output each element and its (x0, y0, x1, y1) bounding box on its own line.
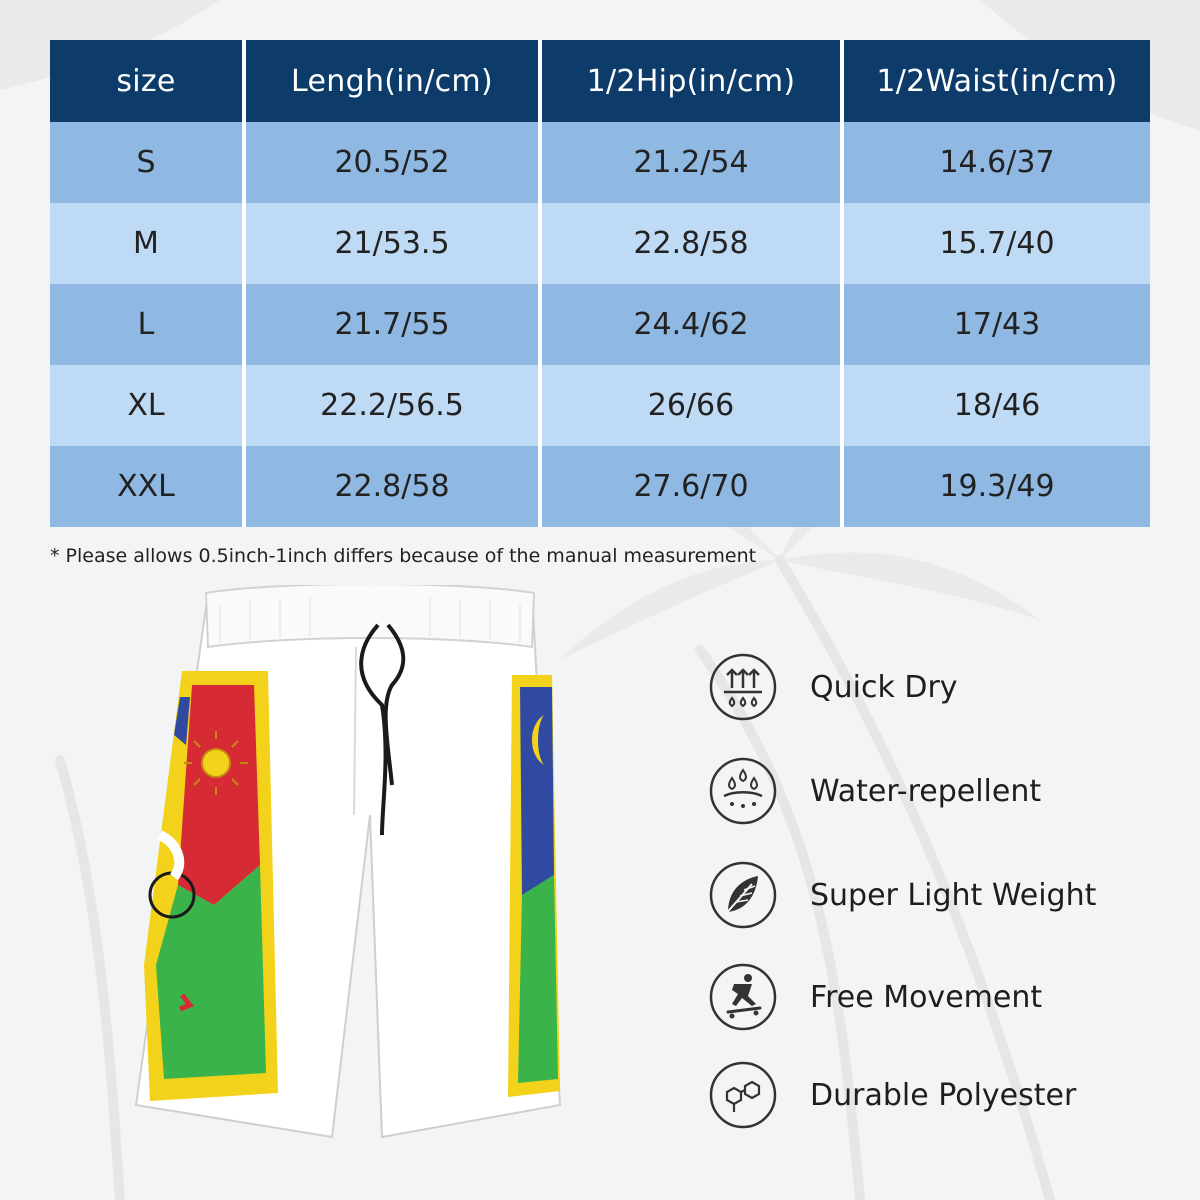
quick-dry-icon (708, 652, 778, 722)
hip-cell: 22.8/58 (540, 203, 842, 284)
size-cell: L (50, 284, 244, 365)
waist-cell: 15.7/40 (842, 203, 1150, 284)
feature-super-light-weight (708, 860, 1168, 930)
size-cell: S (50, 122, 244, 203)
feather-icon (708, 860, 778, 930)
size-chart-table (50, 40, 1150, 527)
table-row (50, 203, 1150, 284)
table-row (50, 122, 1150, 203)
length-cell: 22.2/56.5 (244, 365, 540, 446)
size-cell: XL (50, 365, 244, 446)
length-cell: 22.8/58 (244, 446, 540, 527)
length-cell: 21/53.5 (244, 203, 540, 284)
molecule-icon (708, 1060, 778, 1130)
hip-cell: 21.2/54 (540, 122, 842, 203)
table-row (50, 365, 1150, 446)
header-length: Lengh(in/cm) (244, 40, 540, 122)
board-shorts-image (120, 585, 580, 1145)
feature-durable-polyester (708, 1060, 1168, 1130)
size-cell: M (50, 203, 244, 284)
header-half-waist: 1/2Waist(in/cm) (842, 40, 1150, 122)
header-size: size (50, 40, 244, 122)
header-half-hip: 1/2Hip(in/cm) (540, 40, 842, 122)
hip-cell: 27.6/70 (540, 446, 842, 527)
table-row (50, 284, 1150, 365)
feature-free-movement (708, 962, 1168, 1032)
feature-quick-dry (708, 652, 1168, 722)
waist-cell: 14.6/37 (842, 122, 1150, 203)
length-cell: 20.5/52 (244, 122, 540, 203)
table-row (50, 446, 1150, 527)
feature-label: Quick Dry (810, 670, 958, 705)
right-flag-print (508, 675, 560, 1097)
measurement-note: * Please allows 0.5inch-1inch differs because of the manual measurement (50, 545, 757, 567)
water-repellent-icon (708, 756, 778, 826)
length-cell: 21.7/55 (244, 284, 540, 365)
feature-label: Durable Polyester (810, 1078, 1077, 1113)
waist-cell: 17/43 (842, 284, 1150, 365)
feature-water-repellent (708, 756, 1168, 826)
feature-label: Free Movement (810, 980, 1043, 1015)
waist-cell: 18/46 (842, 365, 1150, 446)
feature-label: Water-repellent (810, 774, 1042, 809)
skateboarder-icon (708, 962, 778, 1032)
left-flag-print (144, 671, 278, 1101)
hip-cell: 26/66 (540, 365, 842, 446)
waist-cell: 19.3/49 (842, 446, 1150, 527)
hip-cell: 24.4/62 (540, 284, 842, 365)
size-cell: XXL (50, 446, 244, 527)
size-chart-header-row (50, 40, 1150, 122)
feature-label: Super Light Weight (810, 878, 1097, 913)
